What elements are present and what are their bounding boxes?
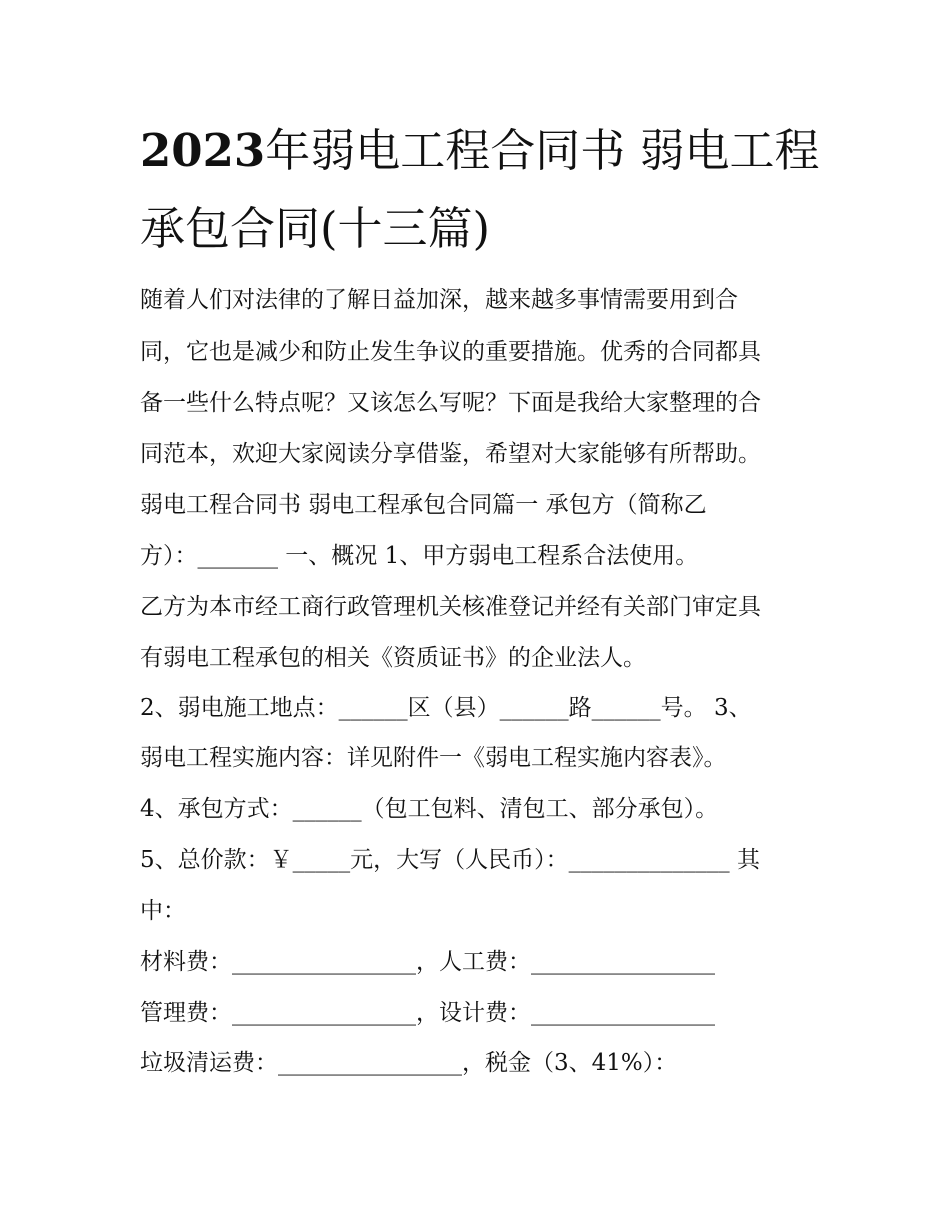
- body-line: 4、承包方式：______（包工包料、清包工、部分承包）。: [140, 796, 719, 822]
- body-line: 垃圾清运费：________________，税金（3、41%）：: [140, 1050, 678, 1076]
- body-line: 管理费：________________，设计费：________________: [140, 1000, 715, 1026]
- title-year: 2023: [140, 124, 266, 177]
- body-line: 备一些什么特点呢？又该怎么写呢？下面是我给大家整理的合: [140, 390, 761, 416]
- body-line: 随着人们对法律的了解日益加深，越来越多事情需要用到合: [140, 287, 738, 313]
- body-line: 同范本，欢迎大家阅读分享借鉴，希望对大家能够有所帮助。: [140, 441, 761, 467]
- body-line: 同，它也是减少和防止发生争议的重要措施。优秀的合同都具: [140, 339, 761, 365]
- body-line: 2、弱电施工地点：______区（县）______路______号。 3、: [140, 695, 752, 721]
- body-line: 5、总价款：￥_____元，大写（人民币）：______________ 其: [140, 847, 760, 873]
- body-line: 材料费：________________，人工费：________________: [140, 949, 715, 975]
- document-title: [140, 112, 820, 268]
- body-line: 方）：_______ 一、概况 1、甲方弱电工程系合法使用。: [140, 543, 699, 569]
- body-line: 弱电工程合同书 弱电工程承包合同篇一 承包方（简称乙: [140, 492, 707, 518]
- body-line: 中：: [140, 898, 186, 924]
- body-line: 乙方为本市经工商行政管理机关核准登记并经有关部门审定具: [140, 594, 761, 620]
- body-line: 有弱电工程承包的相关《资质证书》的企业法人。: [140, 645, 646, 671]
- title-text: 年弱电工程合同书 弱电工程承包合同(十三篇): [140, 124, 820, 255]
- body-line: 弱电工程实施内容：详见附件一《弱电工程实施内容表》。: [140, 745, 727, 771]
